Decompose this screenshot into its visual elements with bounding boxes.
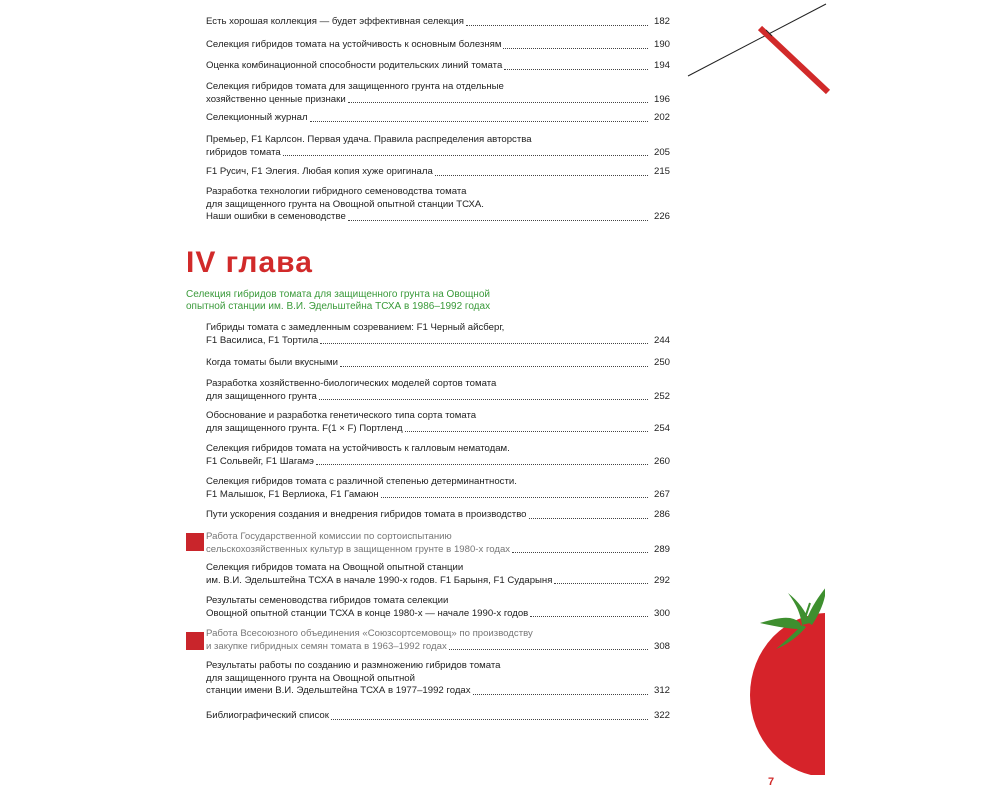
toc-entry-text: Селекция гибридов томата на Овощной опытной станции [206, 562, 464, 573]
toc-page-number: 292 [653, 574, 670, 586]
toc-page-number: 300 [653, 607, 670, 619]
dot-leader [405, 431, 648, 432]
toc-entry-text: сельскохозяйственных культур в защищенном грунте в 1980-х годах [206, 543, 511, 555]
toc-page-number: 244 [653, 334, 670, 346]
toc-entry-308[interactable] [206, 628, 670, 653]
dot-leader [319, 399, 648, 400]
dot-leader [466, 25, 648, 26]
dot-leader [504, 69, 648, 70]
toc-page-number: 312 [653, 685, 670, 696]
tomato-illustration [740, 575, 830, 775]
toc-entry-text: для защищенного грунта. F(1 × F) Портленд [206, 422, 403, 434]
toc-entry-text: для защищенного грунта [206, 390, 317, 402]
toc-entry-text: станции имени В.И. Эдельштейна ТСХА в 1977–1992 годах [206, 685, 471, 696]
red-square-marker [186, 632, 204, 650]
chapter-subtitle[interactable] [186, 289, 526, 313]
toc-entry-text: и закупке гибридных семян томата в 1963–1992 годах [206, 640, 447, 652]
red-square-marker [186, 533, 204, 551]
toc-page-number: 322 [653, 710, 670, 721]
diagonal-line-decoration [680, 0, 830, 100]
toc-page-number: 252 [653, 390, 670, 402]
toc-entry-252[interactable] [206, 378, 670, 403]
toc-entry-text: Селекционный журнал [206, 112, 308, 123]
toc-entry-text: им. В.И. Эдельштейна ТСХА в начале 1990-х годов. F1 Барыня, F1 Сударыня [206, 574, 553, 586]
toc-entry-289[interactable] [206, 531, 670, 556]
dot-leader [554, 583, 648, 584]
toc-page-number: 267 [653, 488, 670, 500]
toc-page-number: 215 [653, 166, 670, 177]
toc-page-number: 250 [653, 357, 670, 368]
toc-entry-text: F1 Русич, F1 Элегия. Любая копия хуже оригинала [206, 166, 433, 177]
toc-entry-text: Результаты работы по созданию и размножению гибридов томата [206, 660, 501, 671]
toc-entry-text: Оценка комбинационной способности родительских линий томата [206, 60, 503, 71]
page-number-folio: 7 [768, 776, 775, 788]
toc-entry-312[interactable] [206, 660, 670, 698]
dot-leader [316, 464, 648, 465]
dot-leader [331, 719, 648, 720]
toc-entry-text: Овощной опытной станции ТСХА в конце 1980-х — начале 1990-х годов [206, 607, 529, 619]
toc-entry-text: F1 Малышок, F1 Верлиока, F1 Гамаюн [206, 488, 379, 500]
toc-entry-text: Разработка технологии гибридного семеноводства томата [206, 186, 467, 197]
toc-entry-text: Селекция гибридов томата на устойчивость к основным болезням [206, 39, 502, 50]
toc-entry-267[interactable] [206, 476, 670, 501]
toc-entry-286[interactable] [206, 509, 670, 522]
dot-leader [283, 155, 648, 156]
toc-entry-190[interactable] [206, 39, 670, 52]
toc-entry-text: хозяйственно ценные признаки [206, 93, 346, 105]
toc-page-number: 205 [653, 146, 670, 158]
toc-entry-text: Разработка хозяйственно-биологических моделей сортов томата [206, 378, 497, 389]
toc-page-number: 289 [653, 543, 670, 555]
toc-entry-182[interactable] [206, 16, 670, 29]
toc-entry-260[interactable] [206, 443, 670, 468]
dot-leader [449, 649, 648, 650]
toc-entry-202[interactable] [206, 112, 670, 125]
dot-leader [310, 121, 648, 122]
toc-entry-text: для защищенного грунта на Овощной опытной станции ТСХА. [206, 198, 484, 210]
toc-page-number: 260 [653, 455, 670, 467]
toc-page-number: 196 [653, 93, 670, 105]
toc-page-number: 226 [653, 211, 670, 222]
chapter-subtitle-line: Селекция гибридов томата для защищенного грунта на Овощной [186, 289, 490, 300]
toc-page-number: 286 [653, 509, 670, 520]
dot-leader [348, 220, 648, 221]
dot-leader [503, 48, 648, 49]
toc-page-number: 194 [653, 60, 670, 71]
toc-entry-text: Премьер, F1 Карлсон. Первая удача. Правила распределения авторства [206, 134, 532, 145]
toc-entry-text: Результаты семеноводства гибридов томата селекции [206, 595, 449, 606]
dot-leader [320, 343, 648, 344]
dot-leader [435, 175, 648, 176]
toc-entry-text: для защищенного грунта на Овощной опытной [206, 672, 415, 684]
dot-leader [473, 694, 648, 695]
toc-entry-text: Когда томаты были вкусными [206, 357, 338, 368]
toc-entry-text: Есть хорошая коллекция — будет эффективная селекция [206, 16, 464, 27]
toc-entry-250[interactable] [206, 357, 670, 370]
toc-entry-text: Пути ускорения создания и внедрения гибридов томата в производство [206, 509, 527, 520]
chapter-heading: IV глава [186, 246, 313, 279]
dot-leader [348, 102, 648, 103]
toc-entry-215[interactable] [206, 166, 670, 179]
toc-entry-text: Селекция гибридов томата с различной степенью детерминантности. [206, 476, 517, 487]
toc-entry-text: Гибриды томата с замедленным созреванием: F1 Черный айсберг, [206, 322, 505, 333]
toc-entry-text: F1 Василиса, F1 Тортила [206, 334, 319, 346]
toc-entry-194[interactable] [206, 60, 670, 73]
dot-leader [529, 518, 648, 519]
toc-page-number: 308 [653, 640, 670, 652]
toc-entry-text: Селекция гибридов томата для защищенного грунта на отдельные [206, 81, 504, 92]
toc-entry-text: гибридов томата [206, 146, 281, 158]
dot-leader [340, 366, 648, 367]
toc-entry-205[interactable] [206, 134, 670, 159]
toc-entry-text: Селекция гибридов томата на устойчивость к галловым нематодам. [206, 443, 510, 454]
dot-leader [381, 497, 648, 498]
toc-entry-244[interactable] [206, 322, 670, 347]
toc-entry-226[interactable] [206, 186, 670, 224]
toc-page-number: 254 [653, 422, 670, 434]
toc-entry-text: Работа Всесоюзного объединения «Союзсортсемовощ» по производству [206, 628, 533, 639]
chapter-subtitle-line: опытной станции им. В.И. Эдельштейна ТСХА в 1986–1992 годах [186, 301, 491, 312]
toc-entry-text: Библиографический список [206, 710, 329, 721]
toc-entry-text: Работа Государственной комиссии по сортоиспытанию [206, 531, 452, 542]
toc-entry-text: F1 Сольвейг, F1 Шагамэ [206, 455, 314, 467]
toc-entry-196[interactable] [206, 81, 670, 106]
toc-entry-text: Обоснование и разработка генетического типа сорта томата [206, 410, 477, 421]
dot-leader [512, 552, 648, 553]
toc-entry-292[interactable] [206, 562, 670, 587]
dot-leader [530, 616, 648, 617]
toc-page-number: 182 [653, 16, 670, 27]
toc-entry-300[interactable] [206, 595, 670, 620]
toc-entry-254[interactable] [206, 410, 670, 435]
toc-entry-text: Наши ошибки в семеноводстве [206, 211, 346, 222]
toc-entry-322[interactable] [206, 710, 670, 723]
toc-page-number: 202 [653, 112, 670, 123]
toc-page-number: 190 [653, 39, 670, 50]
